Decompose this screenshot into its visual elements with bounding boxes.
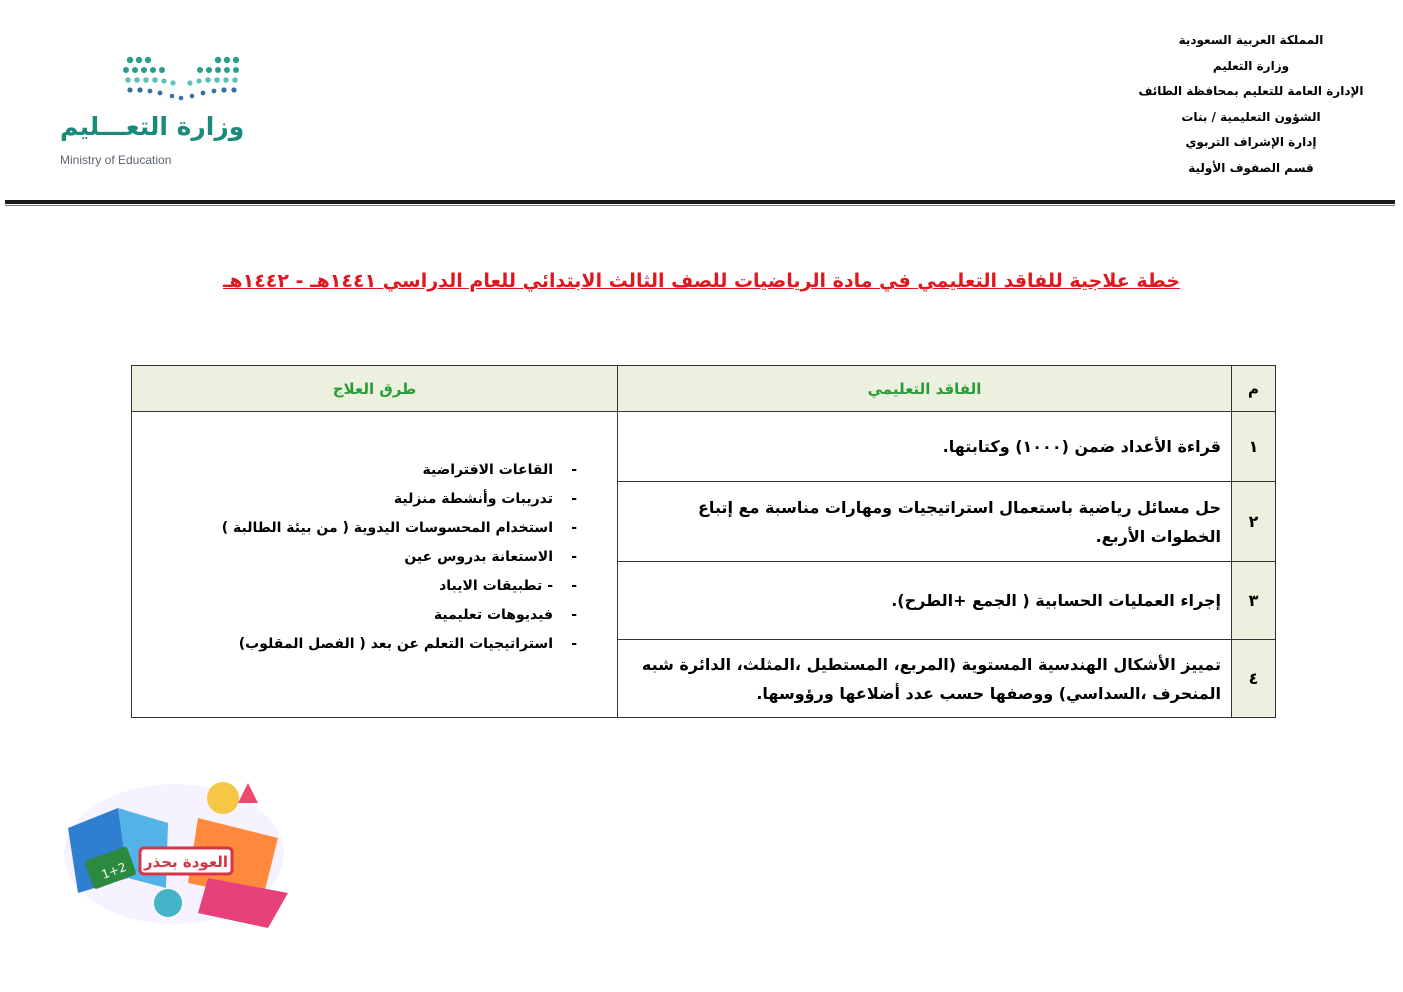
board-text: 1+2 bbox=[99, 859, 129, 882]
list-item: -الاستعانة بدروس عين bbox=[404, 549, 577, 565]
list-item: -استراتيجيات التعلم عن بعد ( الفصل المقلوب) bbox=[238, 636, 577, 652]
header-divider bbox=[5, 200, 1395, 204]
list-item: -استخدام المحسوسات اليدوية ( من بيئة الطالبة ) bbox=[221, 520, 577, 536]
clipart-image bbox=[48, 768, 300, 940]
header-line-country: المملكة العربية السعودية bbox=[1178, 33, 1324, 47]
row-gap-text: قراءة الأعداد ضمن (١٠٠٠) وكتابتها. bbox=[618, 412, 1232, 482]
header-treatment-methods: طرق العلاج bbox=[132, 366, 618, 412]
header-line-ministry: وزارة التعليم bbox=[1212, 58, 1290, 73]
row-gap-text: حل مسائل رياضية باستعمال استراتيجيات ومهارات مناسبة مع إتباع الخطوات الأربع. bbox=[618, 482, 1232, 562]
row-gap-text: إجراء العمليات الحسابية ( الجمع +الطرح). bbox=[618, 562, 1232, 640]
clipart-sign-text: العودة بحذر bbox=[143, 853, 229, 871]
header-learning-gap: الفاقد التعليمي bbox=[618, 366, 1232, 412]
row-num: ٣ bbox=[1232, 562, 1276, 640]
logo-english-text: Ministry of Education bbox=[60, 153, 172, 167]
ministry-dots-logo-icon bbox=[50, 50, 270, 110]
row-gap-text: تمييز الأشكال الهندسية المستوية (المربع، المستطيل ،المثلث، الدائرة شبه المنحرف ،السداسي) ووصفها حسب عدد أضلاعها ورؤوسها. bbox=[618, 640, 1232, 718]
row-num: ٤ bbox=[1232, 640, 1276, 718]
header-line-supervision: إدارة الإشراف التربوي bbox=[1185, 135, 1317, 149]
header-line-department: قسم الصفوف الأولية bbox=[1188, 160, 1314, 175]
header-num: م bbox=[1232, 366, 1276, 412]
logo-arabic-text: وزارة التعـــليم bbox=[60, 112, 245, 141]
list-item: -القاعات الافتراضية bbox=[422, 462, 577, 478]
row-num: ١ bbox=[1232, 412, 1276, 482]
treatment-methods-list bbox=[132, 456, 617, 659]
header-line-affairs: الشؤون التعليمية / بنات bbox=[1181, 109, 1321, 124]
header-line-directorate: الإدارة العامة للتعليم بمحافظة الطائف bbox=[1138, 84, 1364, 98]
page-title: خطة علاجية للفاقد التعليمي في مادة الرياضيات للصف الثالث الابتدائي للعام الدراسي ١٤٤١هـ - ١٤٤٢هـ bbox=[222, 270, 1181, 292]
table-row bbox=[132, 412, 1276, 482]
ministry-logo bbox=[50, 50, 270, 180]
treatment-methods-cell bbox=[132, 412, 618, 718]
back-to-school-clipart bbox=[48, 768, 300, 940]
table-header-row bbox=[132, 366, 1276, 412]
list-item: -- تطبيقات الايباد bbox=[439, 578, 577, 594]
remedial-plan-table bbox=[131, 365, 1276, 718]
list-item: -فيديوهات تعليمية bbox=[433, 607, 577, 623]
row-num: ٢ bbox=[1232, 482, 1276, 562]
list-item: -تدريبات وأنشطة منزلية bbox=[393, 491, 577, 507]
header-divider-shadow bbox=[5, 205, 1395, 206]
ministry-header bbox=[1121, 28, 1381, 181]
